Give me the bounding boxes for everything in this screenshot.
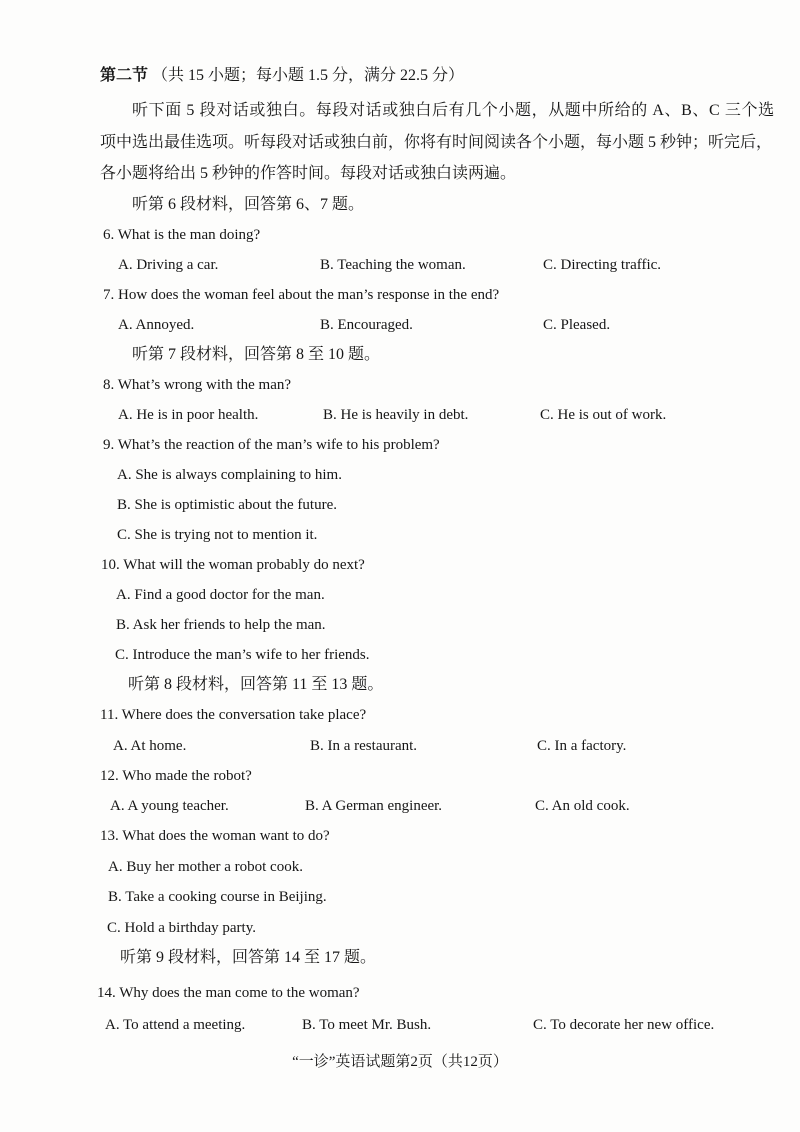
option-a: A. Buy her mother a robot cook. (108, 859, 303, 875)
option-b: B. Take a cooking course in Beijing. (108, 889, 327, 905)
material-intro: 听第 9 段材料，回答第 14 至 17 题。 (120, 949, 377, 966)
instruction-line: 各小题将给出 5 秒钟的作答时间。每段对话或独白读两遍。 (100, 165, 517, 182)
section-header (100, 65, 464, 87)
option-b: B. Teaching the woman. (320, 257, 466, 273)
option-a: A. Driving a car. (118, 257, 219, 273)
material-intro: 听第 6 段材料，回答第 6、7 题。 (132, 196, 365, 213)
options-row (0, 254, 800, 276)
options-row (0, 735, 800, 757)
option-b: B. To meet Mr. Bush. (302, 1017, 432, 1033)
question-stem: 8. What’s wrong with the man? (103, 377, 292, 393)
option-b: B. A German engineer. (305, 798, 443, 814)
question-stem: 9. What’s the reaction of the man’s wife to his problem? (103, 437, 440, 453)
question-stem: 10. What will the woman probably do next? (101, 557, 365, 573)
page-footer: “一诊”英语试题第2页（共12页） (292, 1054, 508, 1070)
option-b: B. She is optimistic about the future. (117, 497, 337, 513)
question-stem: 12. Who made the robot? (100, 768, 252, 784)
option-c: C. She is trying not to mention it. (117, 527, 318, 543)
options-row (0, 314, 800, 336)
section-title: 第二节 (100, 67, 149, 84)
option-c: C. Pleased. (543, 317, 611, 333)
option-a: A. He is in poor health. (118, 407, 259, 423)
option-a: A. To attend a meeting. (105, 1017, 246, 1033)
option-b: B. In a restaurant. (310, 738, 418, 754)
question-stem: 6. What is the man doing? (103, 227, 261, 243)
option-c: C. Directing traffic. (543, 257, 662, 273)
option-b: B. Ask her friends to help the man. (116, 617, 326, 633)
instruction-line: 项中选出最佳选项。听每段对话或独白前，你将有时间阅读各个小题，每小题 5 秒钟；听完后， (100, 134, 773, 151)
material-intro: 听第 7 段材料，回答第 8 至 10 题。 (132, 346, 381, 363)
section-scoring: （共 15 小题；每小题 1.5 分，满分 22.5 分） (152, 67, 465, 84)
question-stem: 11. Where does the conversation take place? (100, 707, 367, 723)
option-a: A. She is always complaining to him. (117, 467, 342, 483)
option-c: C. In a factory. (537, 738, 627, 754)
option-b: B. Encouraged. (320, 317, 413, 333)
option-c: C. Introduce the man’s wife to her friends. (115, 647, 370, 663)
option-c: C. He is out of work. (540, 407, 667, 423)
question-stem: 14. Why does the man come to the woman? (97, 985, 360, 1001)
instruction-line: 听下面 5 段对话或独白。每段对话或独白后有几个小题，从题中所给的 A、B、C 三个选 (132, 102, 775, 119)
options-row (0, 1014, 800, 1036)
option-a: A. Annoyed. (118, 317, 195, 333)
option-a: A. At home. (113, 738, 187, 754)
material-intro: 听第 8 段材料，回答第 11 至 13 题。 (128, 676, 384, 693)
option-c: C. An old cook. (535, 798, 630, 814)
option-a: A. A young teacher. (110, 798, 229, 814)
option-c: C. To decorate her new office. (533, 1017, 715, 1033)
option-a: A. Find a good doctor for the man. (116, 587, 325, 603)
option-b: B. He is heavily in debt. (323, 407, 469, 423)
option-c: C. Hold a birthday party. (107, 920, 256, 936)
options-row (0, 795, 800, 817)
question-stem: 7. How does the woman feel about the man’s response in the end? (103, 287, 500, 303)
question-stem: 13. What does the woman want to do? (100, 828, 330, 844)
options-row (0, 404, 800, 426)
